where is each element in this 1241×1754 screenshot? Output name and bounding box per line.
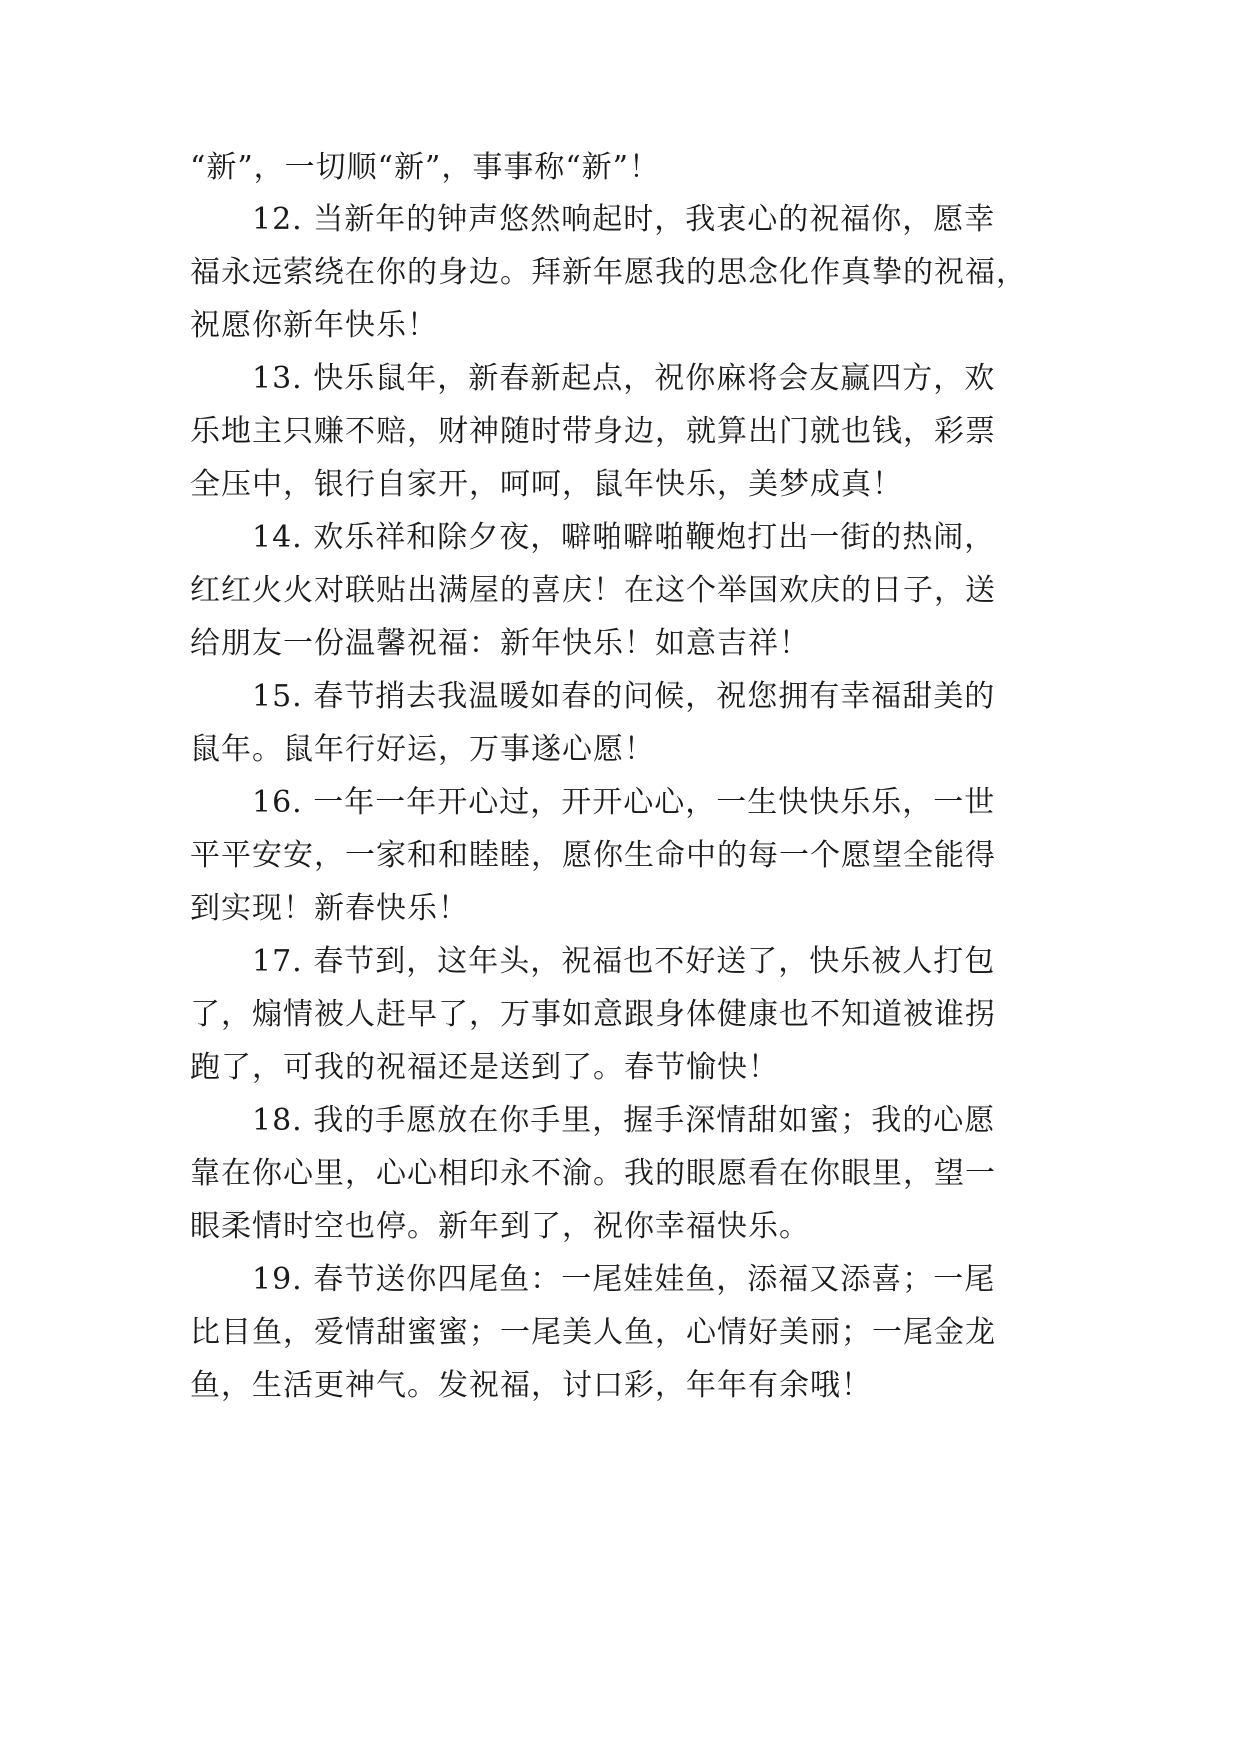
paragraph-19-line-1: 19. 春节送你四尾鱼：一尾娃娃鱼，添福又添喜；一尾 — [252, 1262, 996, 1297]
paragraph-18-line-2: 靠在你心里，心心相印永不渝。我的眼愿看在你眼里，望一 — [190, 1156, 996, 1191]
paragraph-13-line-2: 乐地主只赚不赔，财神随时带身边，就算出门就也钱，彩票 — [190, 414, 996, 449]
paragraph-19-line-2: 比目鱼，爱情甜蜜蜜；一尾美人鱼，心情好美丽；一尾金龙 — [190, 1315, 996, 1350]
paragraph-13-line-3: 全压中，银行自家开，呵呵，鼠年快乐，美梦成真！ — [190, 467, 903, 502]
paragraph-17-line-2: 了，煽情被人赶早了，万事如意跟身体健康也不知道被谁拐 — [190, 997, 996, 1032]
paragraph-16-line-2: 平平安安，一家和和睦睦，愿你生命中的每一个愿望全能得 — [190, 838, 996, 873]
paragraph-14-line-2: 红红火火对联贴出满屋的喜庆！在这个举国欢庆的日子，送 — [190, 573, 996, 608]
paragraph-18-line-1: 18. 我的手愿放在你手里，握手深情甜如蜜；我的心愿 — [252, 1103, 996, 1138]
paragraph-12-line-3: 祝愿你新年快乐！ — [190, 308, 438, 343]
paragraph-14-line-3: 给朋友一份温馨祝福：新年快乐！如意吉祥！ — [190, 626, 810, 661]
text-line: “新”，一切顺“新”，事事称“新”！ — [190, 150, 661, 185]
paragraph-19-line-3: 鱼，生活更神气。发祝福，讨口彩，年年有余哦！ — [190, 1368, 872, 1403]
paragraph-17-line-1: 17. 春节到，这年头，祝福也不好送了，快乐被人打包 — [252, 944, 996, 979]
paragraph-13-line-1: 13. 快乐鼠年，新春新起点，祝你麻将会友赢四方，欢 — [252, 361, 996, 396]
paragraph-16-line-1: 16. 一年一年开心过，开开心心，一生快快乐乐，一世 — [252, 785, 996, 820]
paragraph-14-line-1: 14. 欢乐祥和除夕夜，噼啪噼啪鞭炮打出一街的热闹， — [252, 520, 996, 555]
paragraph-17-line-3: 跑了，可我的祝福还是送到了。春节愉快！ — [190, 1050, 779, 1085]
paragraph-15-line-2: 鼠年。鼠年行好运，万事遂心愿！ — [190, 732, 655, 767]
paragraph-16-line-3: 到实现！新春快乐！ — [190, 891, 469, 926]
paragraph-15-line-1: 15. 春节捎去我温暖如春的问候，祝您拥有幸福甜美的 — [252, 679, 996, 714]
paragraph-12-line-1: 12. 当新年的钟声悠然响起时，我衷心的祝福你，愿幸 — [252, 202, 996, 237]
paragraph-18-line-3: 眼柔情时空也停。新年到了，祝你幸福快乐。 — [190, 1209, 810, 1244]
paragraph-12-line-2: 福永远萦绕在你的身边。拜新年愿我的思念化作真挚的祝福， — [190, 255, 1027, 290]
